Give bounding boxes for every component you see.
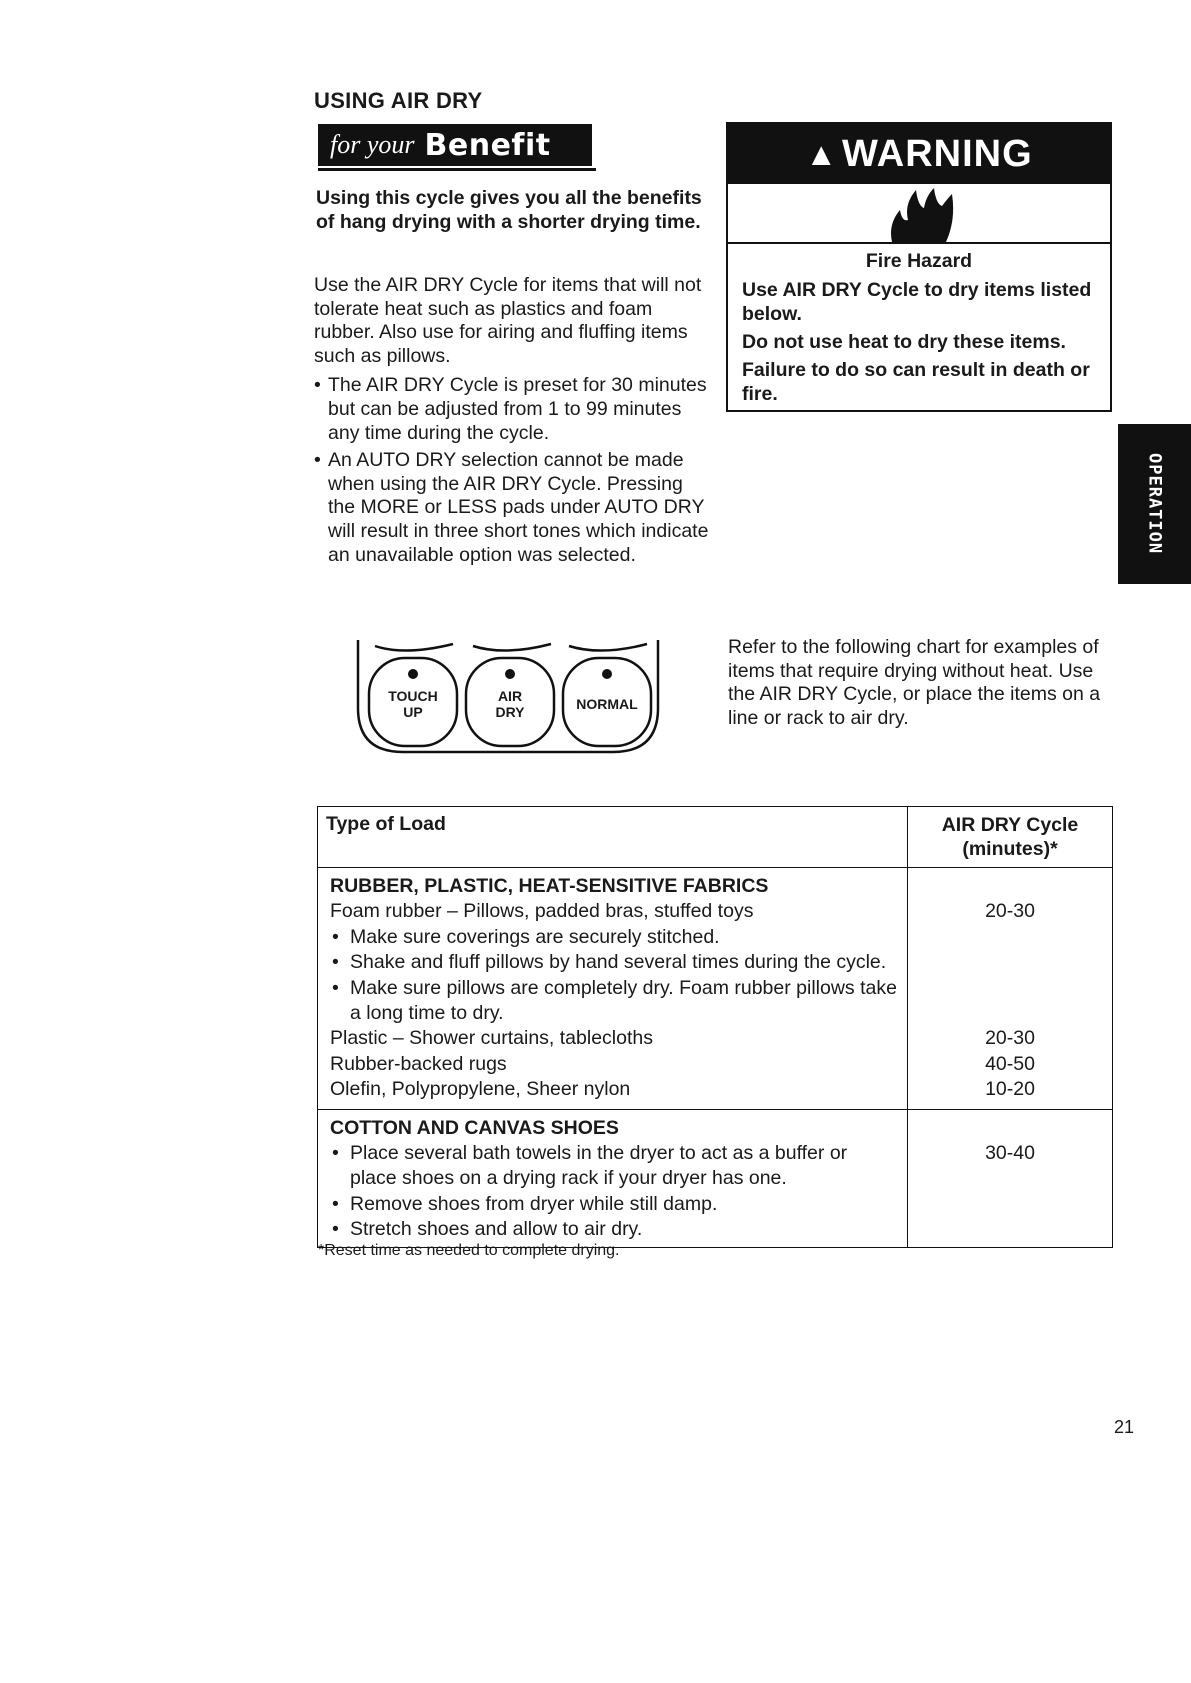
table-row <box>318 868 1113 1110</box>
air-dry-header-line-1: AIR DRY Cycle <box>941 814 1079 836</box>
side-tab-label: OPERATION <box>1144 453 1165 555</box>
fire-icon <box>886 184 956 242</box>
refer-chart-text: Refer to the following chart for examples of items that require drying without heat. Use the AIR DRY Cycle, or place the items on a line or rack to air dry. <box>728 636 1101 729</box>
benefit-lead-text: Using this cycle gives you all the benefits of hang drying with a shorter drying time. <box>316 187 702 233</box>
time-value: 40-50 <box>985 1052 1035 1075</box>
load-item: Foam rubber – Pillows, padded bras, stuffed toys <box>330 900 754 923</box>
page-number: 21 <box>1114 1417 1135 1437</box>
warning-title: WARNING <box>842 132 1033 175</box>
air-dry-minutes-header <box>908 807 1113 868</box>
load-item: Rubber-backed rugs <box>330 1052 507 1075</box>
time-value: 20-30 <box>985 1027 1035 1050</box>
load-bullet: • Remove shoes from dryer while still damp. <box>330 1192 897 1217</box>
normal-label: NORMAL <box>576 696 638 712</box>
warning-text <box>742 278 1102 410</box>
warning-line-1: Use AIR DRY Cycle to dry items listed below. <box>742 279 1092 325</box>
load-bullet: • Shake and fluff pillows by hand several times during the cycle. <box>330 950 897 975</box>
touch-up-label-2: UP <box>403 704 423 720</box>
group-title: COTTON AND CANVAS SHOES <box>330 1116 619 1139</box>
touch-up-label-1: TOUCH <box>388 688 438 704</box>
intro-bullet-auto-dry: • An AUTO DRY selection cannot be made when using the AIR DRY Cycle. Pressing the MORE or LESS pads under AUTO DRY will result in three short tones which indicate an unavailable option was selected. <box>314 449 714 567</box>
fire-hazard-label: Fire Hazard <box>865 250 973 272</box>
warning-line-3: Failure to do so can result in death or fire. <box>742 359 1090 405</box>
time-value: 20-30 <box>985 900 1035 922</box>
benefit-banner-word: Benefit <box>424 127 551 163</box>
warning-triangle-icon: ▲ <box>805 135 838 172</box>
group-cotton-canvas-times <box>908 1109 1113 1247</box>
load-item: Olefin, Polypropylene, Sheer nylon <box>330 1078 631 1101</box>
table-header-row <box>318 807 1113 868</box>
warning-divider <box>728 242 1110 244</box>
air-dry-label-2: DRY <box>495 704 525 720</box>
warning-box <box>726 122 1112 412</box>
control-panel-illustration <box>355 636 665 765</box>
load-bullet: • Stretch shoes and allow to air dry. <box>330 1217 897 1242</box>
benefit-banner-prefix: for your <box>330 130 415 159</box>
group-rubber-plastic <box>318 868 908 1110</box>
group-cotton-canvas-shoes <box>318 1109 908 1247</box>
table-row <box>318 1109 1113 1247</box>
air-dry-header-line-2: (minutes)* <box>962 838 1058 860</box>
air-dry-button[interactable] <box>466 688 554 720</box>
for-your-benefit-banner <box>318 124 592 166</box>
intro-bullet-preset: • The AIR DRY Cycle is preset for 30 minutes but can be adjusted from 1 to 99 minutes any time during the cycle. <box>314 374 714 445</box>
warning-line-2: Do not use heat to dry these items. <box>742 331 1066 353</box>
benefit-underline <box>318 168 596 171</box>
table-footnote: *Reset time as needed to complete drying. <box>318 1242 620 1259</box>
section-title: USING AIR DRY <box>314 88 483 113</box>
operation-side-tab <box>1118 424 1191 584</box>
load-item: Plastic – Shower curtains, tablecloths <box>330 1027 653 1050</box>
air-dry-load-table <box>317 806 1113 1248</box>
type-of-load-header: Type of Load <box>318 807 908 868</box>
load-bullet: • Place several bath towels in the dryer to act as a buffer or place shoes on a drying rack if your dryer has one. <box>330 1141 897 1192</box>
load-bullet: • Make sure pillows are completely dry. Foam rubber pillows take a long time to dry. <box>330 976 897 1027</box>
time-value: 30-40 <box>985 1141 1035 1164</box>
group-rubber-plastic-times <box>908 868 1113 1110</box>
normal-button[interactable] <box>563 696 651 712</box>
group-title: RUBBER, PLASTIC, HEAT-SENSITIVE FABRICS <box>330 875 769 897</box>
intro-body <box>314 274 714 567</box>
air-dry-label-1: AIR <box>497 688 523 704</box>
touch-up-button[interactable] <box>369 688 457 720</box>
time-value: 10-20 <box>985 1078 1035 1101</box>
warning-header <box>728 124 1110 184</box>
load-bullet: • Make sure coverings are securely stitched. <box>330 925 897 950</box>
intro-paragraph: Use the AIR DRY Cycle for items that will not tolerate heat such as plastics and foam rubber. Also use for airing and fluffing items such as pillows. <box>314 274 702 367</box>
